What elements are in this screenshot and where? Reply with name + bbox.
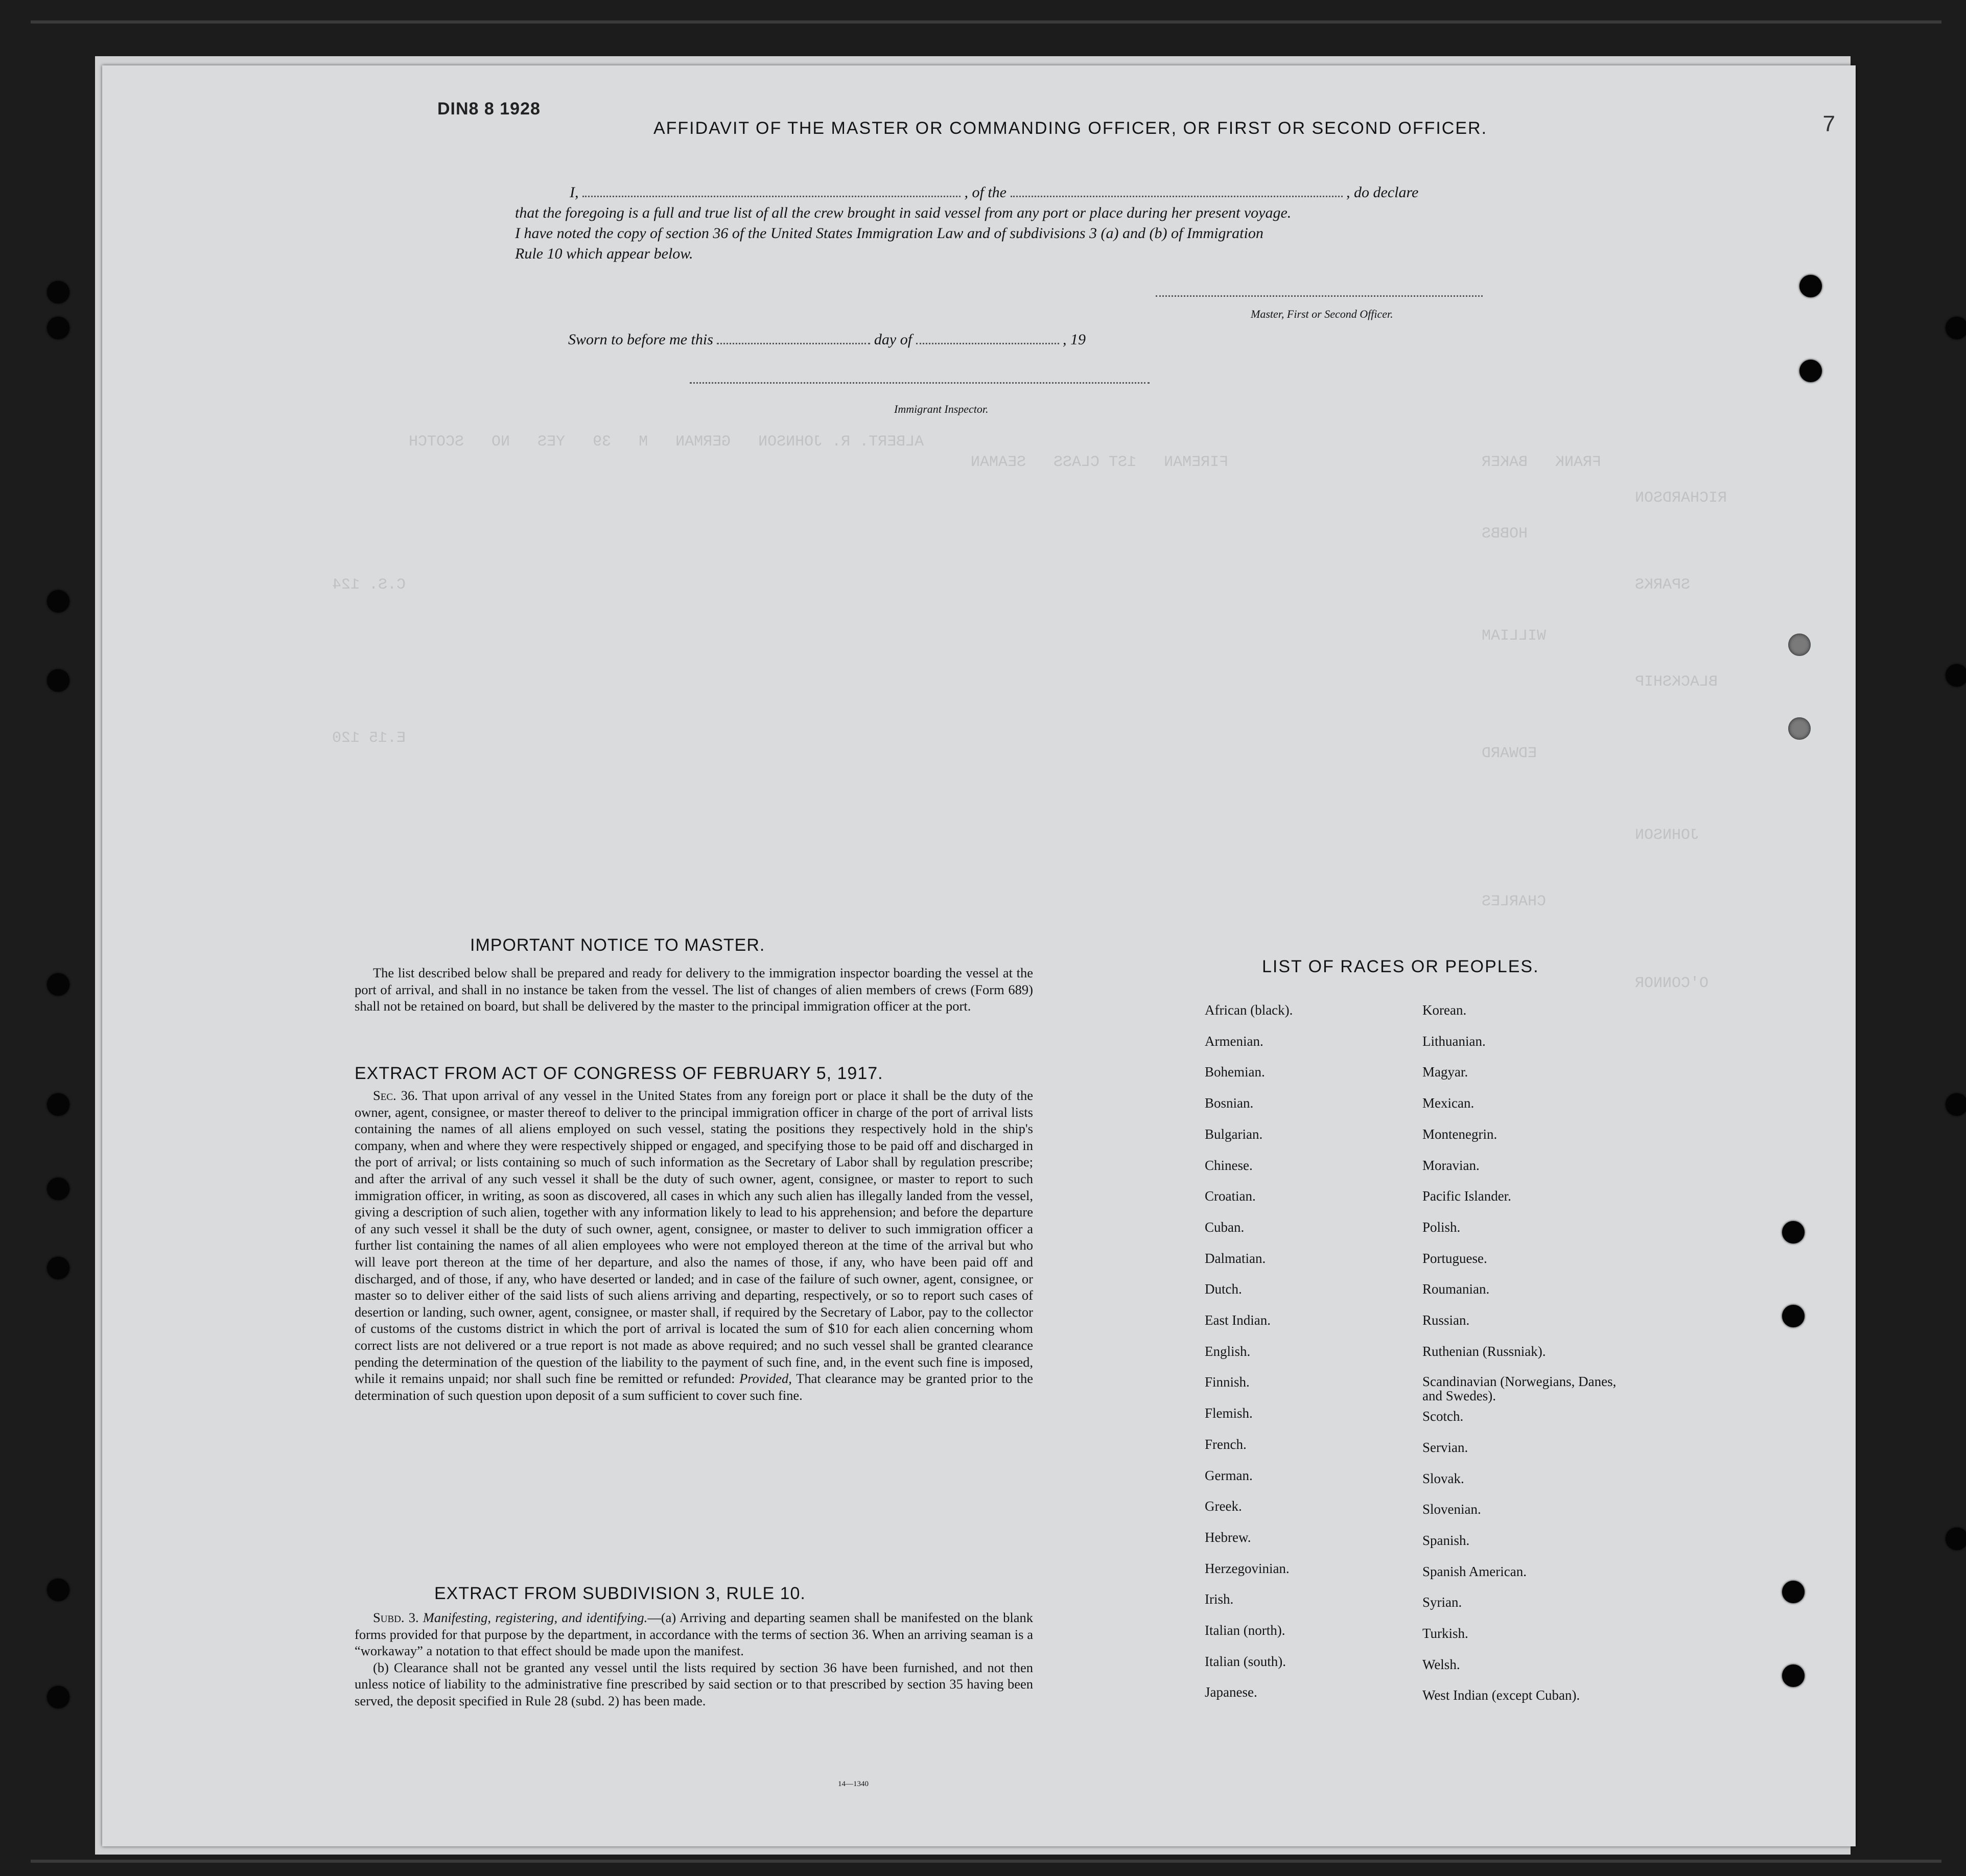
race-item: Spanish. [1422, 1533, 1470, 1548]
sworn-line [568, 331, 1086, 348]
race-item: Spanish American. [1422, 1564, 1527, 1579]
subdivision-label: Subd. 3. [373, 1610, 419, 1625]
race-item: Turkish. [1422, 1626, 1468, 1641]
race-item: Italian (south). [1205, 1654, 1286, 1669]
film-perforation-icon [1946, 664, 1966, 687]
film-perforation-icon [47, 1686, 69, 1708]
film-perforation-icon [1946, 1093, 1966, 1116]
act-title: EXTRACT FROM ACT OF CONGRESS OF FEBRUARY 5, 1917. [355, 1064, 883, 1083]
film-perforation-icon [1946, 1528, 1966, 1550]
affidavit-i-label: I, [570, 184, 579, 201]
form-number: 14—1340 [838, 1780, 869, 1788]
film-perforation-icon [1946, 317, 1966, 339]
film-perforation-icon [47, 669, 69, 692]
binder-hole-icon [1782, 1221, 1805, 1244]
race-item: African (black). [1205, 1002, 1293, 1018]
film-perforation-icon [47, 281, 69, 303]
race-item: Flemish. [1205, 1405, 1253, 1421]
race-item: Italian (north). [1205, 1623, 1285, 1638]
race-item: Bohemian. [1205, 1064, 1265, 1080]
vessel-name-field[interactable] [1011, 196, 1343, 197]
race-item: Slovenian. [1422, 1502, 1481, 1517]
race-item: Croatian. [1205, 1188, 1256, 1204]
race-item: Finnish. [1205, 1374, 1250, 1390]
race-item: Servian. [1422, 1440, 1468, 1455]
subdivision-heading: Manifesting, registering, and identifying. [423, 1610, 648, 1625]
binder-hole-icon [1782, 1581, 1805, 1603]
affidavit-line-3: I have noted the copy of section 36 of the United States Immigration Law and of subdivisions 3 (a) and (b) of Immigration [515, 225, 1263, 242]
film-perforation-icon [47, 317, 69, 339]
binder-hole-icon [1788, 634, 1811, 656]
race-item: Ruthenian (Russniak). [1422, 1344, 1546, 1359]
race-item: Russian. [1422, 1312, 1470, 1328]
race-item: English. [1205, 1344, 1251, 1359]
race-item: Scandinavian (Norwegians, Danes, and Swedes). [1422, 1374, 1617, 1403]
race-item: Pacific Islander. [1422, 1188, 1511, 1204]
race-item: Herzegovinian. [1205, 1561, 1290, 1576]
race-item: German. [1205, 1468, 1253, 1483]
race-item: Syrian. [1422, 1594, 1462, 1610]
race-item: Roumanian. [1422, 1281, 1490, 1297]
affidavit-declare-label: , do declare [1346, 184, 1419, 201]
race-item: Irish. [1205, 1591, 1234, 1607]
rule-paragraph-a [355, 1609, 1033, 1659]
binder-hole-icon [1799, 275, 1822, 297]
sworn-month-field[interactable] [916, 343, 1059, 344]
day-of-label: day of [874, 331, 912, 348]
rule-title: EXTRACT FROM SUBDIVISION 3, RULE 10. [434, 1584, 806, 1603]
race-item: Dutch. [1205, 1281, 1242, 1297]
binder-hole-icon [1782, 1305, 1805, 1327]
race-item: Dalmatian. [1205, 1251, 1266, 1266]
race-item: Bosnian. [1205, 1095, 1254, 1111]
affidavit-line-4: Rule 10 which appear below. [515, 245, 693, 262]
officer-name-field[interactable] [582, 196, 961, 197]
race-item: Moravian. [1422, 1158, 1480, 1173]
act-body: That upon arrival of any vessel in the United States from any foreign port or place it shall be the duty of the owner, agent, consignee, or master thereof to deliver to the principal immigration officer in charge of the port of arrival lists containing the names of all aliens employed on such vessel, stating the positions they respectively hold in the ship's company, when and where they were respectively shipped or engaged, and specifying those to be paid off and discharged in the port of arrival; or lists containing so much of such information as the Secretary of Labor shall by regulation prescribe; and after the arrival of any such vessel it shall be the duty of such owner, agent, consignee, or master to report to such immigration officer, in writing, as soon as discovered, all cases in which any such alien has illegally landed from the vessel, giving a description of such alien, together with any information likely to lead to his apprehension; and before the departure of any such vessel it shall be the duty of such owner, agent, consignee, or master to deliver to such immigration officer a further list containing the names of all alien employees who were not employed thereon at the time of the arrival but who will leave port thereon at the time of her departure, and also the names of those, if any, who have been paid off and discharged, and of those, if any, who have deserted or landed; and in case of the failure of such owner, agent, consignee, or master so to deliver either of the said lists of such aliens arriving and departing, respectively, or so to report such cases of desertion or landing, such owner, agent, consignee, or master shall, if required by the Secretary of Labor, pay to the collector of customs of the customs district in which the port of arrival is located the sum of $10 for each alien concerning whom correct lists are not delivered or a true report is not made as above required; and no such vessel shall be granted clearance pending the determination of the question of the liability to the payment of such fine, and, in the event such fine is imposed, while it remains unpaid; nor shall such fine be remitted or refunded: [355, 1088, 1033, 1387]
race-item: Mexican. [1422, 1095, 1475, 1111]
race-item: Greek. [1205, 1498, 1242, 1514]
bleed-through-text: ALBERT. R. JOHNSON GERMAN M 39 YES NO SCOTCH FRANK BAKER RICHARDSON HOBBS SPARKS WILLIAM BLACKSHIP EDWARD JOHNSON CHARLES O'CONNOR FIREMAN 1ST CLASS SEAMAN C.S. 124 E.15 120 [332, 433, 1727, 992]
manifest-back-page [102, 65, 1856, 1846]
affidavit-title: AFFIDAVIT OF THE MASTER OR COMMANDING OFFICER, OR FIRST OR SECOND OFFICER. [653, 119, 1488, 138]
sworn-label: Sworn to before me this [568, 331, 713, 348]
officer-signature-field[interactable] [1156, 295, 1483, 297]
binder-hole-icon [1799, 360, 1822, 382]
affidavit-of-the-label: , of the [964, 184, 1007, 201]
race-item: Chinese. [1205, 1158, 1253, 1173]
race-item: East Indian. [1205, 1312, 1271, 1328]
film-edge-bottom [31, 1860, 1941, 1863]
race-item: Magyar. [1422, 1064, 1468, 1080]
film-perforation-icon [47, 1579, 69, 1601]
sworn-day-field[interactable] [717, 343, 870, 344]
binder-hole-icon [1788, 717, 1811, 740]
act-text [355, 1087, 1033, 1403]
race-item: Cuban. [1205, 1220, 1245, 1235]
affidavit-declaration-line [570, 184, 1418, 201]
notice-title: IMPORTANT NOTICE TO MASTER. [470, 935, 765, 955]
race-item: Armenian. [1205, 1034, 1263, 1049]
officer-signature-label: Master, First or Second Officer. [1251, 308, 1393, 320]
film-perforation-icon [47, 1257, 69, 1279]
film-perforation-icon [47, 973, 69, 996]
race-item: Hebrew. [1205, 1530, 1251, 1545]
race-item: Japanese. [1205, 1684, 1257, 1700]
film-edge-top [31, 20, 1941, 24]
notice-paragraph: The list described below shall be prepared and ready for delivery to the immigration inspector boarding the vessel at the port of arrival, and shall in no instance be taken from the vessel. The list of changes of alien members of crews (Form 689) shall not be retained on board, but shall be delivered by the master to the principal immigration officer at the port. [355, 965, 1033, 1014]
race-item: Montenegrin. [1422, 1127, 1497, 1142]
race-item: Slovak. [1422, 1471, 1464, 1486]
section-label: Sec. 36. [373, 1088, 418, 1103]
race-item: French. [1205, 1437, 1247, 1452]
provided-label: Provided, [739, 1371, 792, 1387]
races-title: LIST OF RACES OR PEOPLES. [1262, 957, 1539, 976]
inspector-label: Immigrant Inspector. [894, 403, 989, 415]
act-paragraph [355, 1087, 1033, 1403]
race-item: Portuguese. [1422, 1251, 1487, 1266]
race-item: Welsh. [1422, 1657, 1460, 1672]
film-perforation-icon [47, 1093, 69, 1116]
race-item: Korean. [1422, 1002, 1467, 1018]
page-number-mark: 7 [1822, 111, 1835, 136]
affidavit-line-2: that the foregoing is a full and true list of all the crew brought in said vessel from any port or place during her present voyage. [515, 204, 1292, 221]
binder-hole-icon [1782, 1664, 1805, 1687]
date-stamp: DIN8 8 1928 [437, 99, 541, 119]
film-perforation-icon [47, 590, 69, 613]
film-perforation-icon [47, 1178, 69, 1200]
race-item: Polish. [1422, 1220, 1461, 1235]
race-item: Bulgarian. [1205, 1127, 1263, 1142]
race-item: Lithuanian. [1422, 1034, 1486, 1049]
rule-paragraph-b: (b) Clearance shall not be granted any vessel until the lists required by section 36 have been furnished, and not then unless notice of liability to the administrative fine prescribed by said section or to that prescribed by section 35 having been served, the deposit specified in Rule 28 (subd. 2) has been made. [355, 1659, 1033, 1708]
race-item: West Indian (except Cuban). [1422, 1687, 1580, 1703]
rule-a-text: —(a) Arriving and departing seamen shall be manifested on the blank forms provided for that purpose by the department, in accordance with the terms of section 36. When an arriving seaman is a “workaway” a notation to that effect should be made upon the manifest. [355, 1610, 1033, 1659]
year-prefix-label: , 19 [1063, 331, 1086, 348]
act-body-end: That clearance may be granted prior to the determination of such question upon deposit of a sum sufficient to cover such fine. [355, 1371, 1034, 1403]
notice-text [355, 965, 1033, 1015]
race-item: Scotch. [1422, 1409, 1464, 1424]
inspector-signature-field[interactable] [690, 382, 1150, 384]
rule-text [355, 1609, 1033, 1709]
